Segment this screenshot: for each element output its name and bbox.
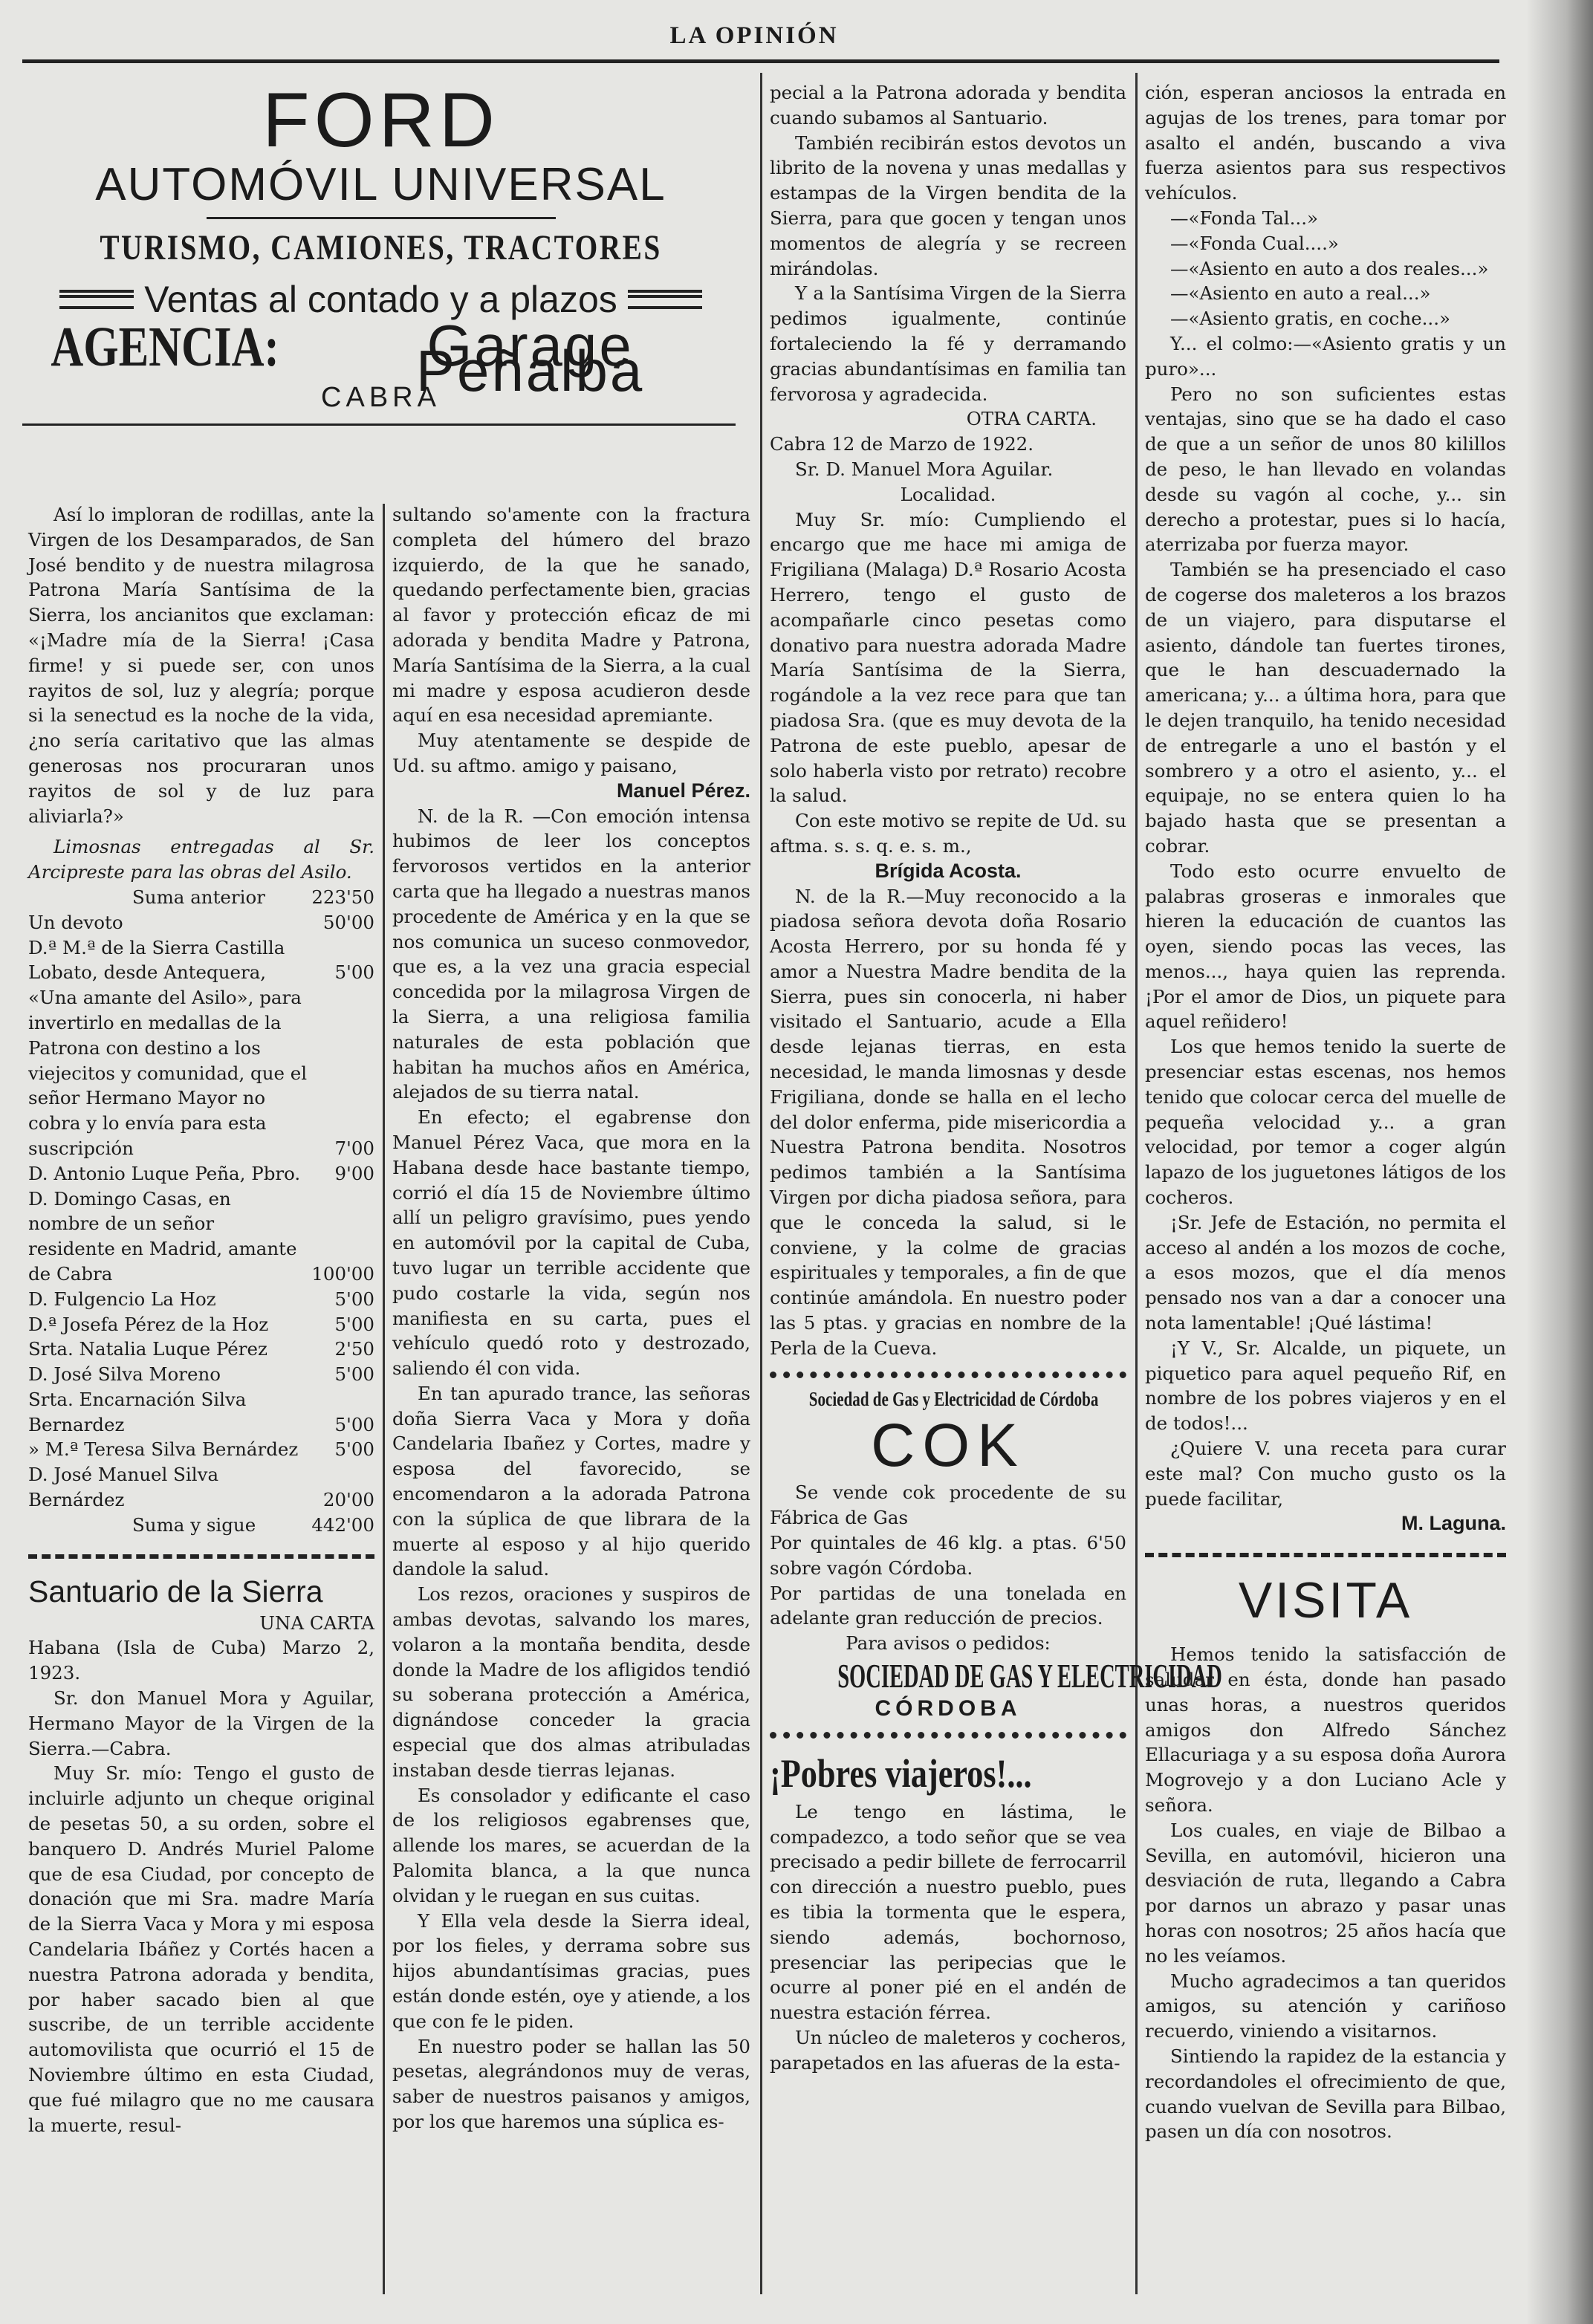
donor-name: D. Domingo Casas, en nombre de un señor residente en Madrid, amante de Cabra (28, 1187, 297, 1285)
donation-amount: 5'00 (334, 1413, 374, 1435)
donation-amount: 5'00 (334, 1363, 374, 1386)
column-3 (770, 80, 1222, 2076)
quote-3: —«Asiento en auto a dos reales...» (1170, 257, 1489, 279)
donation-amount: 50'00 (322, 911, 374, 933)
editor-note-brigida: N. de la R.—Muy reconocido a la piadosa señora devota doña Rosario Acosta Herrero, por su honda fé y amor a Nuestra Madre bendita de la Sierra, pues sin conocerla, ni haber visitado el Santuario, acude a Ella desde lejanas tierras, en esta necesidad, le manda limosnas y desde Frigiliana, donde se halla en el lecho del dolor enferma, pide misericordia a Nuestra Patrona bendita. Nosotros pedimos también a la Santísima Virgen por dicha piadosa señora, para que le conceda la salud, si le conviene, y la colme de gracias espirituales y temporales, a fin de que continúe amándola. En nuestro poder las 5 ptas. y gracias en nombre de la Perla de la Cueva. (770, 885, 1126, 1359)
ford-city: CABRA (321, 381, 441, 413)
quote-1: —«Fonda Tal...» (1170, 207, 1318, 229)
editor-note-7: En nuestro poder se hallan las 50 pesetas, alegrándonos muy de veras, saber de nuestros paisanos y amigos, por los que haremos una súplica es- (392, 2035, 750, 2132)
donor-name: D.ª M.ª de la Sierra Castilla Lobato, desde Antequera, (28, 936, 285, 984)
letter-continued: sultando so'amente con la fractura completa del húmero del brazo izquierdo, de la que he sanado, quedando perfectamente bien, gracias al favor y protección eficaz de mi adorada y bendita Madre y Patrona, María Santísima de la Sierra, a la cual mi madre y esposa acudieron desde aquí en esa necesidad apremiante. (392, 504, 750, 727)
donation-amount: 20'00 (322, 1489, 374, 1511)
letter-address: Sr. don Manuel Mora y Aguilar, Hermano Mayor de la Virgen de la Sierra.—Cabra. (28, 1687, 374, 1759)
cok-top-divider (770, 1372, 1126, 1378)
donor-name: Srta. Encarnación Silva Bernardez (28, 1388, 247, 1435)
donor-name: D. Antonio Luque Peña, Pbro. (28, 1162, 301, 1184)
letter-closing: Muy atentamente se despide de Ud. su aftmo. amigo y paisano, (392, 730, 750, 776)
donor-name: D. Fulgencio La Hoz (28, 1288, 216, 1310)
sum-next-row (28, 1513, 374, 1538)
donor-name: Srta. Natalia Luque Pérez (28, 1338, 267, 1360)
ford-brand: FORD (262, 77, 499, 163)
donor-name: D. José Silva Moreno (28, 1363, 221, 1386)
letter-date: Habana (Isla de Cuba) Marzo 2, 1923. (28, 1637, 374, 1684)
visita-para-1: Hemos tenido la satisfacción de saludar en ésta, donde han pasado unas horas, a nuestros queridos amigos don Alfredo Sánchez Ellacuriaga y a su esposa doña Aurora Mogrovejo y a don Luciano Acle y señora. (1145, 1643, 1506, 1816)
column-rule-3 (1135, 73, 1138, 2294)
donation-amount: 5'00 (334, 1313, 374, 1335)
cok-company: Sociedad de Gas y Electricidad de Córdoba (808, 1387, 1099, 1410)
donation-row (28, 1462, 374, 1513)
col4-para-6: Los que hemos tenido la suerte de presenciar estas escenas, nos hemos tenido que colocar cerca del muelle de pequeña velocidad y... a gran velocidad, por temor a coger algún lapazo de los juguetones látigos de los cocheros. (1145, 1036, 1506, 1209)
donation-row (28, 1337, 374, 1362)
donation-row (28, 1187, 374, 1287)
letter2-locality: Localidad. (900, 483, 996, 505)
donation-row (28, 1362, 374, 1387)
masthead-rule (22, 59, 1499, 63)
donor-name: Un devoto (28, 911, 123, 933)
donation-amount: 5'00 (334, 961, 374, 984)
editor-note-2: En efecto; el egabrense don Manuel Pérez Vaca, que mora en la Habana desde hace bastante tiempo, corrió el día 15 de Noviembre último allí un peligro gravísimo, pues yendo en automóvil por la capital de Cuba, tuvo lugar un terrible accidente que pudo costarle la vida, según nos manifiesta en su carta, pues el vehículo quedó roto y destrozado, saliendo él con vida. (392, 1106, 750, 1380)
donation-amount: 5'00 (334, 1288, 374, 1310)
col4-para-3: Pero no son suficientes estas ventajas, sino que se ha dado el caso de que a un señor de unos 80 kilillos de peso, le han llevado en volandas desde su vagón al coche, y... sin derecho a protestar, pues si lo hacía, aterrizaba por fuerza mayor. (1145, 383, 1506, 556)
col4-para-8: ¡Y V., Sr. Alcalde, un piquete, un piquetico para aquel pequeño Rif, en nombre de los pobres viajeros y en el de todos!... (1145, 1337, 1506, 1435)
donation-amount: 9'00 (334, 1162, 374, 1184)
column-rule-2 (760, 73, 762, 2294)
column-1 (28, 502, 374, 2138)
ornament-rule-right (628, 290, 702, 309)
asilo-intro: Así lo imploran de rodillas, ante la Virgen de los Desamparados, de San José bendito y de nuestra milagrosa Patrona María Santísima de la Sierra, los ancianitos que exclaman: «¡Madre mía de la Sierra! ¡Casa firme! y si puede ser, con unos rayitos de sol, luz y alegría; porque si la senectud es la noche de la vida, ¿no sería caritativo que las almas generosas nos procuraran unos rayitos de sol y de luz para aliviarla?» (28, 504, 374, 827)
col4-para-7: ¡Sr. Jefe de Estación, no permita el acceso al andén a los mozos de coche, a esos mozos, que el día menos pensado nos van a dar a conocer una nota lamentable! ¡Qué lástima! (1145, 1211, 1506, 1334)
column-rule-1 (383, 504, 385, 2294)
ford-divider (207, 217, 556, 219)
cok-line-1: Se vende cok procedente de su Fábrica de Gas (770, 1481, 1126, 1529)
ford-subtitle: AUTOMÓVIL UNIVERSAL (95, 159, 666, 210)
pobres-para-1: Le tengo en lástima, le compadezco, a todo señor que se vea precisado a pedir billete de ferrocarril con dirección a nuestro pueblo, pues es tibia la tormenta que le espera, siendo además, bochornoso, presenciar las peripecias que le ocurre al poner pié en el andén de nuestra estación férrea. (770, 1800, 1126, 2024)
sum-next-value: 442'00 (311, 1513, 374, 1536)
agency-name: Garage Peñalba (415, 313, 645, 403)
visita-para-4: Sintiendo la rapidez de la estancia y recordandoles el ofrecimiento de que, cuando vuelvan de Sevilla para Bilbao, pasen un día con nosotros. (1145, 2045, 1506, 2143)
cok-line-3: Por partidas de una tonelada en adelante gran reducción de precios. (770, 1582, 1126, 1629)
letter2-address: Sr. D. Manuel Mora Aguilar. (795, 458, 1054, 480)
editor-note-5: Es consolador y edificante el caso de los religiosos egabrenses que, allende los mares, se acuerdan de la Palomita blanca, a la que nunca olvidan y le ruegan en sus cuitas. (392, 1784, 750, 1906)
sum-previous-row (28, 885, 374, 910)
donor-name: D. José Manuel Silva Bernárdez (28, 1464, 219, 1511)
donor-name: » M.ª Teresa Silva Bernárdez (28, 1438, 299, 1461)
cok-line-2: Por quintales de 46 klg. a ptas. 6'50 sobre vagón Córdoba. (770, 1532, 1126, 1579)
ford-models: TURISMO, CAMIONES, TRACTORES (100, 228, 662, 267)
letter-body: Muy Sr. mío: Tengo el gusto de incluirle adjunto un cheque original de pesetas 50, a su orden, sobre el banquero D. Andrés Muriel Palome que de esa Ciudad, por concepto de donación que mi Sra. madre María de la Sierra Vaca y Mora y mi esposa Candelaria Ibáñez y Cortés hacen a nuestra Patrona adorada y bendita, por haber sacado bien al que suscribe, de un terrible accidente automovilista que ocurrió el 15 de Noviembre último en esta Ciudad, que fué milagro que no me causara la muerte, resul- (28, 1762, 374, 2136)
visita-para-3: Mucho agradecimos a tan queridos amigos, su atención y cariñoso recuerdo, viniendo a visitarnos. (1145, 1970, 1506, 2042)
cok-line-4: Para avisos o pedidos: (846, 1632, 1051, 1655)
signature-manuel-perez: Manuel Pérez. (616, 779, 750, 802)
donation-row (28, 985, 374, 1161)
letter2-date: Cabra 12 de Marzo de 1922. (770, 433, 1034, 455)
donation-row (28, 1387, 374, 1438)
ford-sales-text: Ventas al contado y a plazos (144, 279, 617, 320)
cok-society: SOCIEDAD DE GAS Y ELECTRICIDAD (837, 1657, 1222, 1695)
agency-label: AGENCIA: (51, 316, 279, 378)
other-letter-label: OTRA CARTA. (966, 408, 1097, 430)
sum-previous-label: Suma anterior (132, 886, 265, 908)
section-divider (28, 1554, 374, 1559)
donation-amount: 5'00 (334, 1438, 374, 1461)
letter-label: UNA CARTA (259, 1611, 374, 1634)
editor-note-6: Y Ella vela desde la Sierra ideal, por los fieles, y derrama sobre sus hijos abundantísimas gracias, pues están donde estén, oye y atiende, a los que con fe le piden. (392, 1909, 750, 2032)
letter2-closing: Con este motivo se repite de Ud. su aftma. s. s. q. e. s. m., (770, 810, 1126, 857)
donation-row (28, 910, 374, 935)
col4-para-2: Y... el colmo:—«Asiento gratis y un puro»... (1145, 332, 1506, 380)
donation-row (28, 1312, 374, 1337)
donor-name: «Una amante del Asilo», para invertirlo en medallas de la Patrona con destino a los viejecitos y comunidad, que el señor Hermano Mayor no cobra y lo envía para esta suscripción (28, 987, 308, 1159)
page-edge-shadow (1526, 0, 1593, 2324)
quote-4: —«Asiento en auto a real...» (1170, 282, 1431, 305)
donor-name: D.ª Josefa Pérez de la Hoz (28, 1313, 269, 1335)
letter2-body: Muy Sr. mío: Cumpliendo el encargo que me hace mi amiga de Frigiliana (Malaga) D.ª Rosario Acosta Herrero, tengo el gusto de acompañarle cinco pesetas como donativo para nuestra adorada Madre María Santísima de la Sierra, rogándole a la vez rece para que tan piadosa Sra. (que es muy devota de la Patrona de este pueblo, apesar de solo haberla visto por retrato) recobre la salud. (770, 508, 1126, 807)
cok-bottom-divider (770, 1732, 1126, 1739)
col4-para-9: ¿Quiere V. una receta para curar este mal? Con mucho gusto os la puede facilitar, (1145, 1438, 1506, 1510)
donation-amount: 2'50 (334, 1338, 374, 1360)
cok-city: CÓRDOBA (875, 1696, 1022, 1721)
sum-previous-value: 223'50 (311, 886, 374, 908)
signature-m-laguna: M. Laguna. (1401, 1512, 1506, 1535)
pobres-para-2: Un núcleo de maleteros y cocheros, parapetados en las afueras de la esta- (770, 2026, 1126, 2074)
masthead: LA OPINIÓN (669, 22, 839, 49)
visita-title: VISITA (1238, 1572, 1413, 1629)
donation-row (28, 935, 374, 986)
ford-bottom-rule (22, 423, 736, 426)
cok-title: COK (871, 1412, 1025, 1480)
col3-para-3: Y a la Santísima Virgen de la Sierra pedimos igualmente, continúe fortaleciendo la fé y derramando gracias abundantísimas en familia tan fervorosa y agradecida. (770, 282, 1126, 405)
donation-row (28, 1287, 374, 1312)
col4-continued: ción, esperan anciosos la entrada en agujas de los trenes, para tomar por asalto el andén, buscando a viva fuerza asientos para sus respectivos vehículos. (1145, 82, 1506, 204)
quote-2: —«Fonda Cual....» (1170, 232, 1339, 254)
editor-note-3: En tan apurado trance, las señoras doña Sierra Vaca y Mora y doña Candelaria Ibañez y Cortes, madre y esposa del favorecido, se encomendaron a la adorada Patrona con la súplica de que librara de la muerte al esposo y al hijo querido dandole la salud. (392, 1382, 750, 1580)
editor-note-4: Los rezos, oraciones y suspiros de ambas devotas, salvando los mares, volaron a la montaña bendita, desde donde la Madre de los afligidos tendió su soberana protección a América, dignándose conceder la gracia especial que dos almas atribuladas instaban desde tierras lejanas. (392, 1583, 750, 1781)
ford-advertisement (22, 74, 739, 426)
donation-row (28, 1437, 374, 1462)
alms-title: Limosnas entregadas al Sr. Arcipreste para las obras del Asilo. (28, 836, 374, 883)
col4-para-4: También se ha presenciado el caso de cogerse dos maleteros a los brazos de un viajero, para disputarse el asiento, dándole tan fuertes tirones, que le han descuadernado la americana; y... a última hora, para que le dejen tranquilo, ha tenido necesidad de entregarle a uno el bastón y el sombrero y a otro el asiento, y... el equipaje, no se entera quien lo ha bajado hasta que se presentan a cobrar. (1145, 559, 1506, 857)
signature-brigida-acosta: Brígida Acosta. (875, 859, 1022, 882)
col3-para-2: También recibirán estos devotos un librito de la novena y unas medallas y estampas de la Virgen bendita de la Sierra, para que gocen y tengan unos momentos de alegría y se recreen mirándolas. (770, 132, 1126, 279)
pobres-title: ¡Pobres viajeros!... (770, 1750, 1032, 1796)
donation-row (28, 1161, 374, 1187)
column-2 (392, 502, 750, 2135)
donation-list (28, 910, 374, 1513)
editor-note-1: N. de la R. —Con emoción intensa hubimos de leer los conceptos fervorosos vertidos en la anterior carta que ha llegado a nuestras manos procedente de América y en la que se nos comunica un suceso conmovedor, que es, a la vez una gracia especial concedida por la milagrosa Virgen de la Sierra, a una religiosa familia naturales de esta población que habitan ha muchos años en América, alejados de su tierra natal. (392, 805, 750, 1103)
col3-continued: pecial a la Patrona adorada y bendita cuando subamos al Santuario. (770, 82, 1126, 129)
donation-amount: 100'00 (311, 1262, 374, 1285)
visita-divider (1145, 1553, 1506, 1557)
visita-para-2: Los cuales, en viaje de Bilbao a Sevilla, en automóvil, hicieron una desviación de ruta, llegando a Cabra por darnos un abrazo y pasar unas horas con nosotros; 25 años hacía que no les veíamos. (1145, 1819, 1506, 1967)
quote-5: —«Asiento gratis, en coche...» (1170, 308, 1450, 330)
santuario-title: Santuario de la Sierra (28, 1574, 323, 1609)
column-4 (1145, 80, 1506, 2144)
sum-next-label: Suma y sigue (132, 1513, 256, 1536)
ornament-rule-left (59, 290, 134, 309)
donation-amount: 7'00 (334, 1137, 374, 1159)
col4-para-5: Todo esto ocurre envuelto de palabras groseras e inmorales que hieren la educación de cuantos las oyen, siendo pocas las veces, las menos..., haya quien las reprenda. ¡Por el amor de Dios, un piquete para aquel reñidero! (1145, 860, 1506, 1033)
